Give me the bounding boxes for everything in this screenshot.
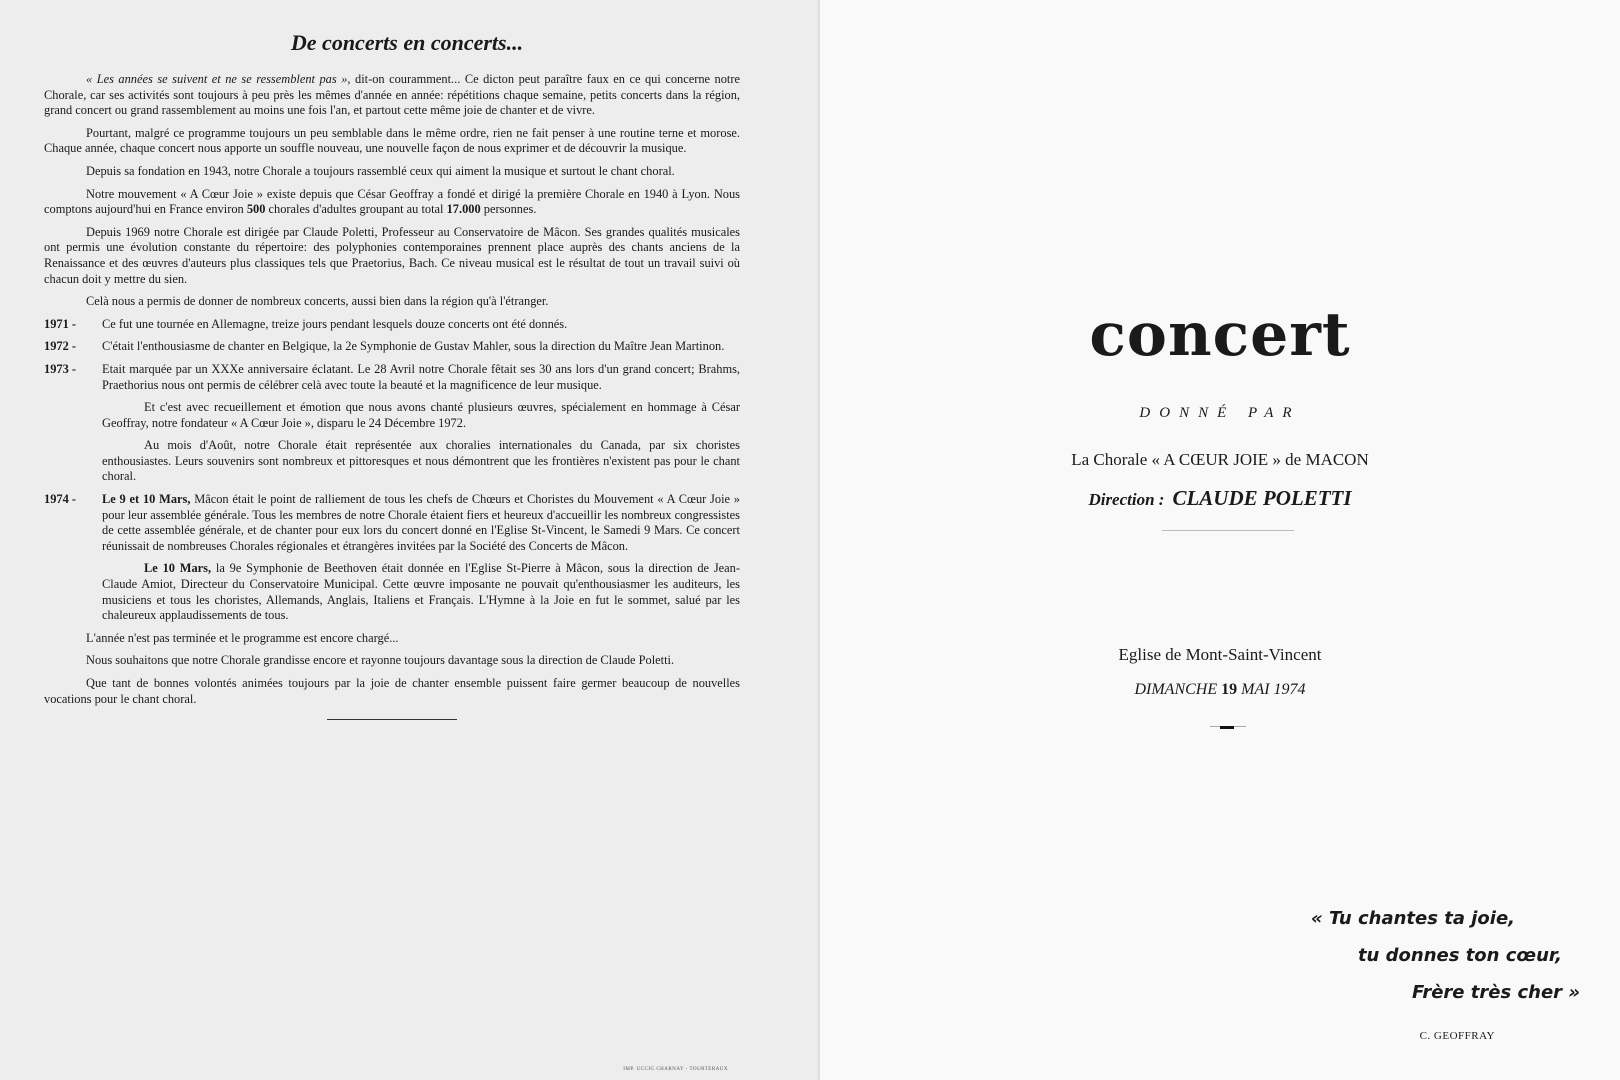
year-label: 1972 - [44, 339, 77, 354]
year-1974-body: Mâcon était le point de ralliement de tous les chefs de Chœurs et Choristes du Mouvement « A Cœur Joie » pour leur assemblée générale. Tous les membres de notre Chorale étaient fiers et heureux d'accueillir les nombreux congressistes de cette assemblée générale, et de chanter pour eux lors du concert donné en l'Eglise St-Vincent, le Samedi 9 Mars. Ce concert réunissait de nombreuses Chorales régionales et étrangères invitées par la Société des Concerts de Mâcon. [102, 492, 740, 553]
paragraph-4-text-a: Notre mouvement « A Cœur Joie » existe depuis que César Geoffray a fondé et dirigé la première Chorale en 1940 à Lyon. Nous comptons aujourd'hui en France environ [44, 186, 740, 217]
paragraph-2: Pourtant, malgré ce programme toujours un peu semblable dans le même ordre, rien ne fait penser à une routine terne et morose. Chaque année, chaque concert nous apporte un souffle nouveau, une nouvelle façon de nous exprimer et de découvrir la musique. [44, 125, 740, 156]
quote-line-3: Frère très cher » [1412, 982, 1580, 1003]
year-1974-paragraph-2 [102, 561, 740, 623]
year-text: Etait marquée par un XXXe anniversaire éclatant. Le 28 Avril notre Chorale fêtait ses 30 ans lors d'un grand concert; Brahms, Praethorius nous ont permis de célébrer celà avec toute la beauté et la magnificence de leur musique. [102, 361, 740, 392]
quote-line-2: tu donnes ton cœur, [1357, 945, 1562, 966]
year-entry-1974 [44, 492, 740, 554]
divider-dash [1220, 726, 1234, 729]
director-name: CLAUDE POLETTI [1172, 486, 1352, 510]
right-page [820, 0, 1620, 1080]
year-entry-1972 [44, 339, 740, 355]
direction-line [820, 486, 1620, 511]
paragraph-5: Depuis 1969 notre Chorale est dirigée par Claude Poletti, Professeur au Conservatoire de Mâcon. Ses grandes qualités musicales ont permis une évolution constante du répertoire: des polyphonies contemporaines prennent place auprès des chants anciens de la Renaissance et des œuvres d'auteurs plus classiques tels que Praetorius, Bach. Ce niveau musical est le résultat de tout un travail suivi où chacun doit y mettre du sien. [44, 224, 740, 286]
concert-date [820, 681, 1620, 699]
direction-label: Direction : [1088, 490, 1165, 509]
handwritten-quote [1311, 900, 1580, 1011]
date-day: 19 [1221, 681, 1238, 698]
year-1974-sub-lead: Le 10 Mars, [144, 561, 212, 576]
printer-mark: IMP. UCCIG CHARNAY - TOURTERAUX [623, 1067, 728, 1072]
year-label: 1973 - [44, 361, 77, 376]
paragraph-4-count-choirs: 500 [246, 202, 266, 217]
paragraph-4-text-b: chorales d'adultes groupant au total [265, 202, 447, 217]
paragraph-8: Nous souhaitons que notre Chorale grandisse encore et rayonne toujours davantage sous la direction de Claude Poletti. [86, 653, 675, 668]
paragraph-1-text: , dit-on couramment... Ce dicton peut paraître faux en ce qui concerne notre Chorale, car ses activités sont toujours à peu près les mêmes d'année en année: répétitions chaque semaine, petits concerts dans la région, grand concert ou grand rassemblement au moins une fois l'an, et partout cette même joie de chanter et de vivre. [44, 72, 740, 118]
left-page-title: De concerts en concerts... [290, 30, 524, 55]
closing-rule [327, 719, 457, 720]
paragraph-6: Celà nous a permis de donner de nombreux concerts, aussi bien dans la région qu'à l'étranger. [86, 294, 549, 309]
year-text [102, 492, 740, 554]
paragraph-1-quote: « Les années se suivent et ne se ressemblent pas » [86, 72, 348, 86]
year-entry-1973 [44, 362, 740, 393]
given-by-label: DONNÉ PAR [1139, 405, 1301, 421]
year-entry-1971 [44, 317, 740, 333]
date-month-year: MAI 1974 [1237, 681, 1306, 698]
chorale-name: La Chorale « A CŒUR JOIE » de MACON [1071, 450, 1369, 469]
year-text: C'était l'enthousiasme de chanter en Belgique, la 2e Symphonie de Gustav Mahler, sous la direction du Maître Jean Martinon. [102, 339, 725, 354]
paragraph-1 [44, 72, 740, 119]
year-1973-paragraph-3: Au mois d'Août, notre Chorale était représentée aux choralies internationales du Canada, par six choristes enthousiastes. Leurs souvenirs sont nombreux et pittoresques et nous démontrent que les frontières n'existent pas pour le chant choral. [102, 438, 740, 484]
year-1974-sub-body: la 9e Symphonie de Beethoven était donnée en l'Eglise St-Pierre à Mâcon, sous la direction de Jean-Claude Amiot, Directeur du Conservatoire Municipal. Cette œuvre imposante ne pouvait qu'enthousiasmer les auditeurs, les musiciens et tous les choristes, Allemands, Anglais, Italiens et Français. L'Hymne à la Joie en fut le sommet, salué par les chaleureux applaudissements de tous. [102, 561, 740, 623]
year-1973-paragraph-2: Et c'est avec recueillement et émotion que nous avons chanté plusieurs œuvres, spécialement en hommage à César Geoffray, notre fondateur « A Cœur Joie », disparu le 24 Décembre 1972. [102, 400, 740, 430]
year-label: 1971 - [44, 316, 77, 331]
date-weekday: DIMANCHE [1134, 681, 1222, 698]
year-text: Ce fut une tournée en Allemagne, treize jours pendant lesquels douze concerts ont été donnés. [102, 316, 568, 331]
paragraph-4-count-people: 17.000 [446, 202, 481, 217]
paragraph-7: L'année n'est pas terminée et le programme est encore chargé... [86, 630, 399, 645]
quote-line-1: « Tu chantes ta joie, [1310, 908, 1515, 929]
paragraph-9: Que tant de bonnes volontés animées toujours par la joie de chanter ensemble puissent faire germer beaucoup de nouvelles vocations pour le chant choral. [44, 676, 740, 706]
venue: Eglise de Mont-Saint-Vincent [1118, 645, 1322, 664]
concert-title: concert [1089, 300, 1351, 370]
divider-rule [1162, 530, 1294, 531]
quote-attribution: C. GEOFFRAY [1419, 1030, 1495, 1042]
year-1974-lead: Le 9 et 10 Mars, [102, 492, 191, 507]
paragraph-3: Depuis sa fondation en 1943, notre Chorale a toujours rassemblé ceux qui aiment la musique et surtout le chant choral. [86, 163, 675, 178]
paragraph-4-text-c: personnes. [480, 202, 537, 217]
year-label: 1974 - [44, 492, 77, 507]
paragraph-4 [44, 187, 740, 218]
